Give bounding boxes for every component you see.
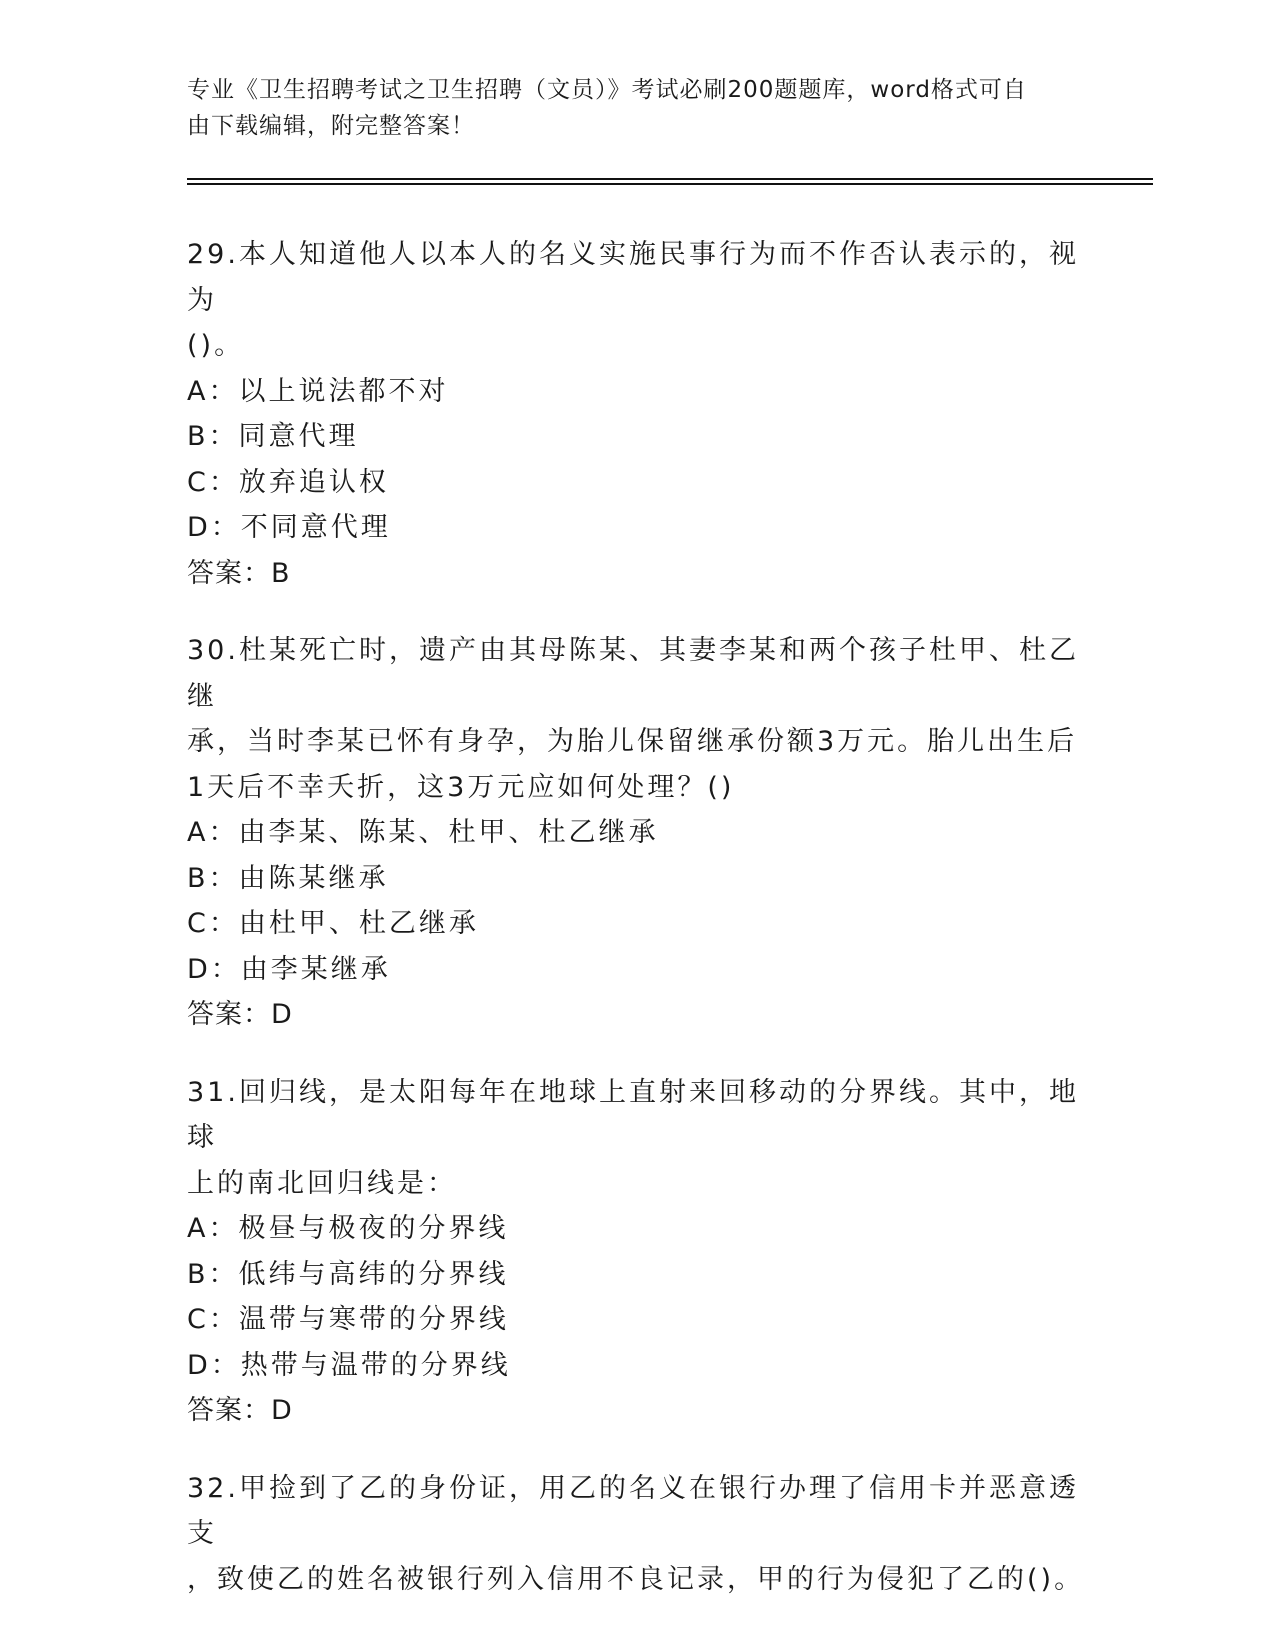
question-stem-line: 30.杜某死亡时，遗产由其母陈某、其妻李某和两个孩子杜甲、杜乙继 — [187, 635, 1079, 712]
question-stem-line: 上的南北回归线是： — [187, 1167, 457, 1199]
option-a: A：以上说法都不对 — [187, 375, 449, 407]
header-rule-top — [187, 178, 1153, 180]
question-stem-line: 承，当时李某已怀有身孕，为胎儿保留继承份额3万元。胎儿出生后 — [187, 726, 1078, 757]
question-stem-line: ()。 — [187, 330, 245, 361]
answer-line: 答案：B — [187, 557, 291, 589]
header-line-2: 由下载编辑，附完整答案！ — [187, 113, 475, 139]
question-stem-line: 29.本人知道他人以本人的名义实施民事行为而不作否认表示的，视为 — [187, 239, 1079, 316]
option-c: C：由杜甲、杜乙继承 — [187, 908, 479, 939]
option-c: C：放弃追认权 — [187, 466, 389, 498]
header-rule-bottom — [187, 183, 1153, 185]
question-29 — [187, 232, 1087, 596]
question-stem-line: ，致使乙的姓名被银行列入信用不良记录，甲的行为侵犯了乙的()。 — [187, 1563, 1085, 1595]
question-stem-line: 32.甲捡到了乙的身份证，用乙的名义在银行办理了信用卡并恶意透支 — [187, 1472, 1079, 1549]
question-stem-line: 1天后不幸夭折，这3万元应如何处理？() — [187, 771, 735, 803]
option-c: C：温带与寒带的分界线 — [187, 1304, 509, 1335]
question-31 — [187, 1070, 1087, 1434]
question-32 — [187, 1466, 1087, 1603]
option-d: D：不同意代理 — [187, 512, 391, 543]
answer-line: 答案：D — [187, 999, 293, 1030]
option-b: B：由陈某继承 — [187, 862, 389, 894]
option-b: B：低纬与高纬的分界线 — [187, 1258, 509, 1290]
question-30 — [187, 628, 1087, 1038]
option-d: D：热带与温带的分界线 — [187, 1349, 511, 1381]
header-line-1: 专业《卫生招聘考试之卫生招聘（文员）》考试必刷200题题库，word格式可自 — [187, 77, 1027, 103]
answer-line: 答案：D — [187, 1395, 293, 1426]
option-b: B：同意代理 — [187, 421, 359, 452]
question-list — [187, 232, 1087, 1634]
option-a: A：极昼与极夜的分界线 — [187, 1213, 509, 1244]
document-header — [187, 72, 1067, 144]
question-stem-line: 31.回归线，是太阳每年在地球上直射来回移动的分界线。其中，地球 — [187, 1076, 1079, 1153]
option-a: A：由李某、陈某、杜甲、杜乙继承 — [187, 817, 659, 848]
option-d: D：由李某继承 — [187, 953, 391, 985]
